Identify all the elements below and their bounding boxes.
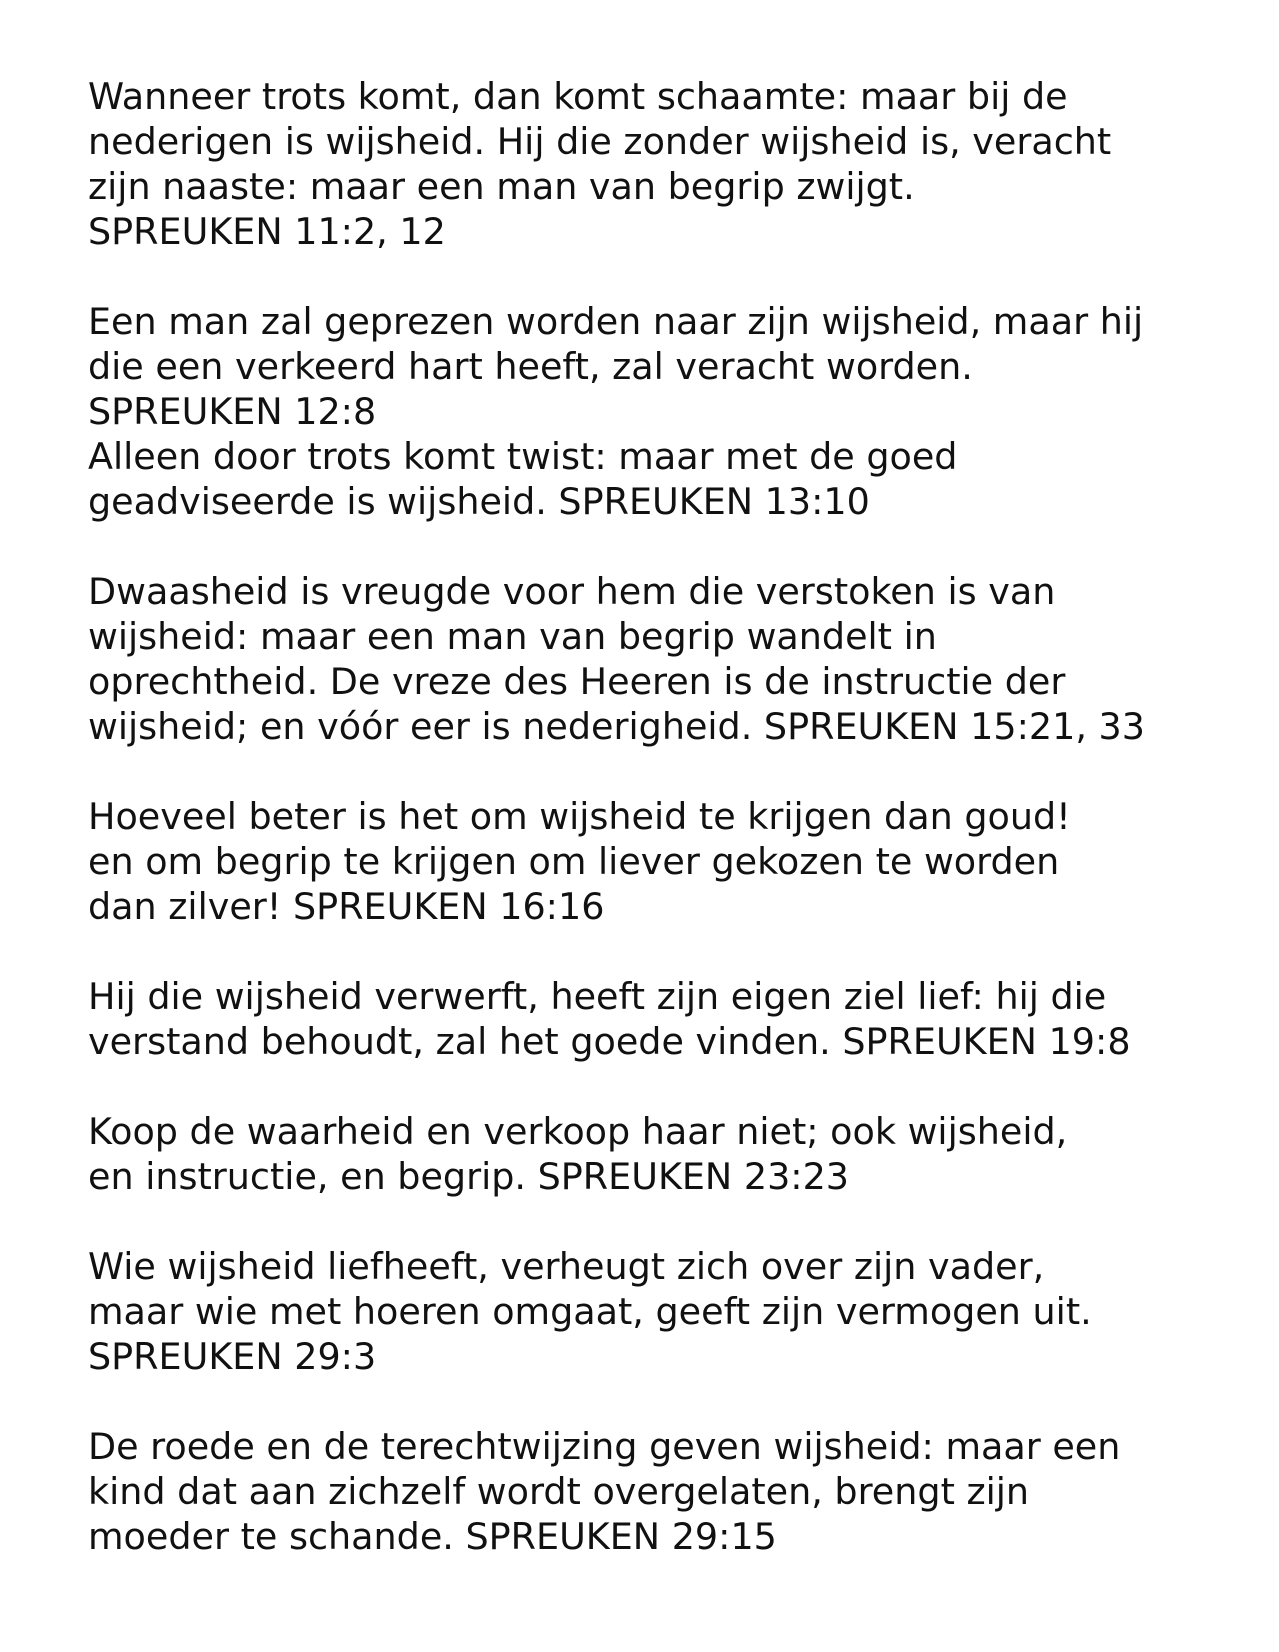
text-line: Dwaasheid is vreugde voor hem die verstoken is van [88, 570, 1056, 613]
text-line: Wanneer trots komt, dan komt schaamte: maar bij de [88, 75, 1068, 118]
paragraph-gap [88, 1064, 1238, 1109]
passage-4 [88, 794, 1238, 929]
text-line: maar wie met hoeren omgaat, geeft zijn vermogen uit. [88, 1290, 1092, 1333]
text-line: en om begrip te krijgen om liever gekozen te worden [88, 840, 1060, 883]
text-line: Hoeveel beter is het om wijsheid te krijgen dan goud! [88, 795, 1071, 838]
passage-6 [88, 1109, 1238, 1199]
text-line: Koop de waarheid en verkoop haar niet; ook wijsheid, [88, 1110, 1068, 1153]
text-line: Een man zal geprezen worden naar zijn wijsheid, maar hij [88, 300, 1144, 343]
text-line: zijn naaste: maar een man van begrip zwijgt. [88, 165, 915, 208]
paragraph-gap [88, 1379, 1238, 1424]
paragraph-gap [88, 749, 1238, 794]
text-line: kind dat aan zichzelf wordt overgelaten, brengt zijn [88, 1470, 1030, 1513]
text-line: die een verkeerd hart heeft, zal veracht worden. [88, 345, 973, 388]
text-line: dan zilver! SPREUKEN 16:16 [88, 885, 605, 928]
text-line: De roede en de terechtwijzing geven wijsheid: maar een [88, 1425, 1121, 1468]
paragraph-gap [88, 524, 1238, 569]
text-line: en instructie, en begrip. SPREUKEN 23:23 [88, 1155, 850, 1198]
text-line: moeder te schande. SPREUKEN 29:15 [88, 1515, 777, 1558]
reference-line: SPREUKEN 12:8 [88, 390, 377, 433]
text-line: Alleen door trots komt twist: maar met de goed [88, 435, 958, 478]
text-line: Hij die wijsheid verwerft, heeft zijn eigen ziel lief: hij die [88, 975, 1107, 1018]
text-line: Wie wijsheid liefheeft, verheugt zich over zijn vader, [88, 1245, 1045, 1288]
reference-line: SPREUKEN 29:3 [88, 1335, 377, 1378]
text-line: wijsheid; en vóór eer is nederigheid. SPREUKEN 15:21, 33 [88, 705, 1145, 748]
passage-7 [88, 1244, 1238, 1379]
paragraph-gap [88, 929, 1238, 974]
text-line: nederigen is wijsheid. Hij die zonder wijsheid is, veracht [88, 120, 1112, 163]
paragraph-gap [88, 254, 1238, 299]
proverbs-text [88, 74, 1238, 1559]
passage-2 [88, 299, 1238, 524]
text-line: verstand behoudt, zal het goede vinden. SPREUKEN 19:8 [88, 1020, 1131, 1063]
passage-8 [88, 1424, 1238, 1559]
text-line: geadviseerde is wijsheid. SPREUKEN 13:10 [88, 480, 870, 523]
passage-3 [88, 569, 1238, 749]
paragraph-gap [88, 1199, 1238, 1244]
passage-1 [88, 74, 1238, 254]
reference-line: SPREUKEN 11:2, 12 [88, 210, 446, 253]
text-line: wijsheid: maar een man van begrip wandelt in [88, 615, 937, 658]
text-line: oprechtheid. De vreze des Heeren is de instructie der [88, 660, 1066, 703]
passage-5 [88, 974, 1238, 1064]
